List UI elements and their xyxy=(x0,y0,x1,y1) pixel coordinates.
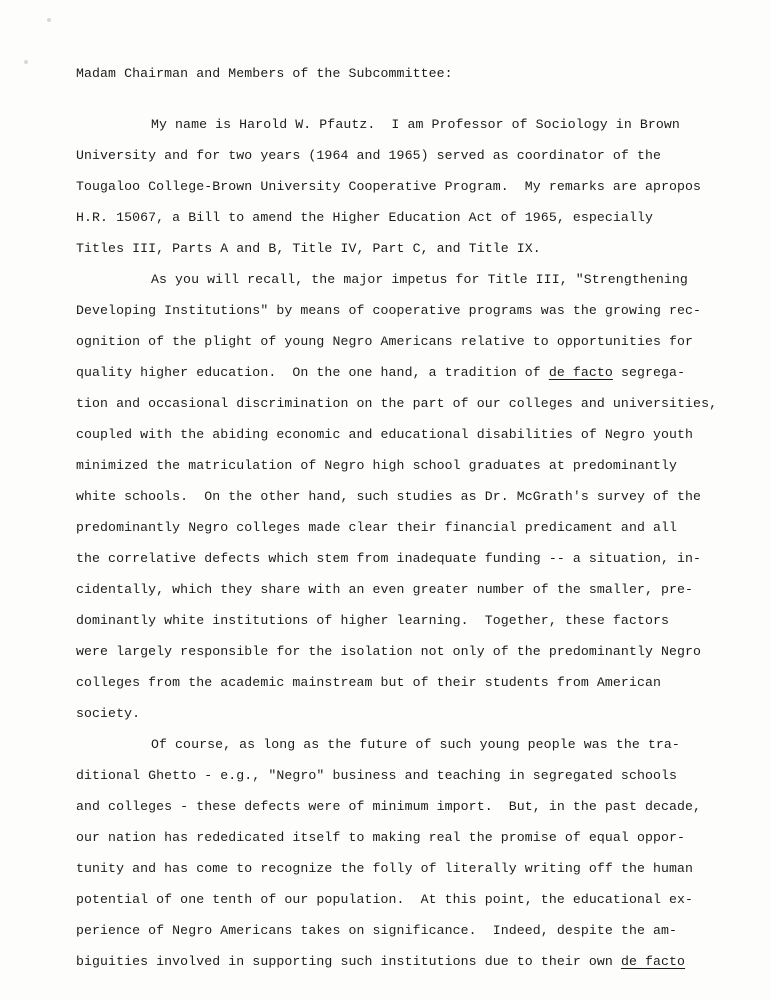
text-line: predominantly Negro colleges made clear their financial predicament and all xyxy=(76,520,678,535)
text-line: coupled with the abiding economic and educational disabilities of Negro youth xyxy=(76,427,694,442)
text-line: white schools. On the other hand, such studies as Dr. McGrath's survey of the xyxy=(76,489,702,504)
text-line: were largely responsible for the isolation not only of the predominantly Negro xyxy=(76,644,702,659)
text-line: tunity and has come to recognize the folly of literally writing off the human xyxy=(76,861,694,876)
text-line: tion and occasional discrimination on the part of our colleges and universities, xyxy=(76,396,718,411)
text-line: society. xyxy=(76,706,141,721)
text-line: potential of one tenth of our population. At this point, the educational ex- xyxy=(76,892,694,907)
text-line: minimized the matriculation of Negro high school graduates at predominantly xyxy=(76,458,678,473)
text-line: University and for two years (1964 and 1965) served as coordinator of the xyxy=(76,148,662,163)
text-line: ditional Ghetto - e.g., "Negro" business and teaching in segregated schools xyxy=(76,768,678,783)
text-line xyxy=(76,363,685,383)
salutation: Madam Chairman and Members of the Subcommittee: xyxy=(76,66,453,81)
text-line: dominantly white institutions of higher learning. Together, these factors xyxy=(76,613,670,628)
punch-hole-mark xyxy=(24,60,28,64)
text-line: colleges from the academic mainstream but of their students from American xyxy=(76,675,662,690)
text-line: Of course, as long as the future of such young people was the tra- xyxy=(151,737,680,752)
text-line: H.R. 15067, a Bill to amend the Higher Education Act of 1965, especially xyxy=(76,210,653,225)
underlined-term: de facto xyxy=(548,365,613,380)
text-line: perience of Negro Americans takes on significance. Indeed, despite the am- xyxy=(76,923,678,938)
text-line: My name is Harold W. Pfautz. I am Professor of Sociology in Brown xyxy=(151,117,680,132)
text-segment: biguities involved in supporting such institutions due to their own xyxy=(76,954,621,969)
underlined-term: de facto xyxy=(620,954,686,969)
text-line: our nation has rededicated itself to making real the promise of equal oppor- xyxy=(76,830,686,845)
text-line xyxy=(76,952,685,972)
text-line: As you will recall, the major impetus for Title III, "Strengthening xyxy=(151,272,688,287)
punch-hole-mark xyxy=(47,18,51,22)
text-segment: segrega- xyxy=(612,365,686,380)
text-line: ognition of the plight of young Negro Americans relative to opportunities for xyxy=(76,334,694,349)
text-line: Titles III, Parts A and B, Title IV, Part C, and Title IX. xyxy=(76,241,541,256)
text-line: cidentally, which they share with an even greater number of the smaller, pre- xyxy=(76,582,694,597)
text-segment: quality higher education. On the one hand, a tradition of xyxy=(76,365,549,380)
text-line: and colleges - these defects were of minimum import. But, in the past decade, xyxy=(76,799,702,814)
text-line: Developing Institutions" by means of cooperative programs was the growing rec- xyxy=(76,303,702,318)
text-line: the correlative defects which stem from inadequate funding -- a situation, in- xyxy=(76,551,702,566)
text-line: Tougaloo College-Brown University Cooperative Program. My remarks are apropos xyxy=(76,179,702,194)
